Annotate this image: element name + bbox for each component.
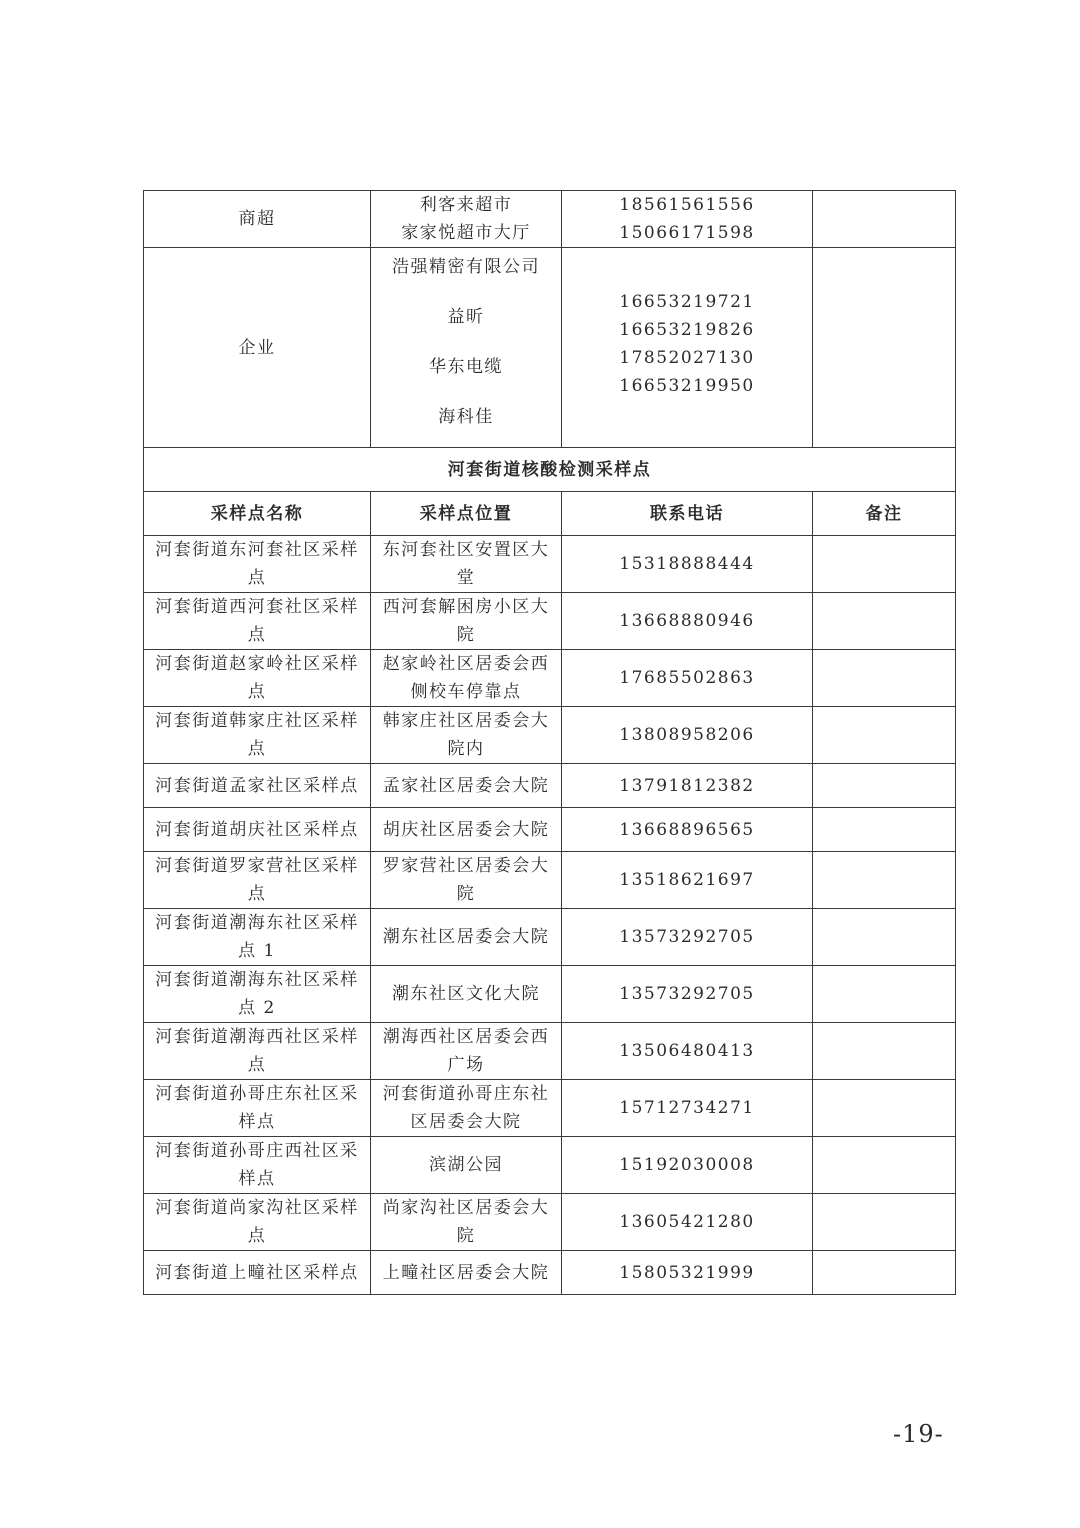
place-name: 利客来超市 — [419, 195, 513, 215]
row-location: 尚家沟社区居委会大院 — [371, 1194, 562, 1251]
row-name: 河套街道孙哥庄东社区采样点 — [144, 1080, 371, 1137]
phone-number: 16653219826 — [619, 319, 755, 340]
table-row — [144, 536, 956, 593]
phone-number: 15066171598 — [619, 223, 755, 243]
row-name: 河套街道潮海东社区采样点 2 — [144, 966, 371, 1023]
place-name: 华东电缆 — [429, 356, 503, 377]
row-phone: 15805321999 — [562, 1251, 813, 1295]
row-phone: 13573292705 — [562, 909, 813, 966]
place-name: 浩强精密有限公司 — [392, 256, 540, 277]
table-row — [144, 852, 956, 909]
names-cell — [371, 191, 562, 248]
row-note — [813, 966, 956, 1023]
table-row — [144, 1251, 956, 1295]
row-phone: 13518621697 — [562, 852, 813, 909]
row-name: 河套街道胡庆社区采样点 — [144, 808, 371, 852]
row-name: 河套街道尚家沟社区采样点 — [144, 1194, 371, 1251]
row-name: 河套街道韩家庄社区采样点 — [144, 707, 371, 764]
row-location: 孟家社区居委会大院 — [371, 764, 562, 808]
row-location: 罗家营社区居委会大院 — [371, 852, 562, 909]
row-location: 潮东社区居委会大院 — [371, 909, 562, 966]
row-location: 河套街道孙哥庄东社区居委会大院 — [371, 1080, 562, 1137]
row-phone: 15318888444 — [562, 536, 813, 593]
row-name: 河套街道罗家营社区采样点 — [144, 852, 371, 909]
row-location: 潮东社区文化大院 — [371, 966, 562, 1023]
row-phone: 15192030008 — [562, 1137, 813, 1194]
phone-number: 16653219950 — [619, 375, 755, 396]
table-row — [144, 1194, 956, 1251]
row-name: 河套街道孟家社区采样点 — [144, 764, 371, 808]
row-note — [813, 764, 956, 808]
row-name: 河套街道上疃社区采样点 — [144, 1251, 371, 1295]
row-location: 西河套解困房小区大院 — [371, 593, 562, 650]
row-location: 上疃社区居委会大院 — [371, 1251, 562, 1295]
header-location: 采样点位置 — [371, 492, 562, 536]
section-title-row — [144, 448, 956, 492]
row-name: 河套街道孙哥庄西社区采样点 — [144, 1137, 371, 1194]
row-note — [813, 808, 956, 852]
row-note — [813, 1194, 956, 1251]
row-name: 河套街道潮海西社区采样点 — [144, 1023, 371, 1080]
names-cell — [371, 248, 562, 448]
row-note — [813, 707, 956, 764]
row-name: 河套街道赵家岭社区采样点 — [144, 650, 371, 707]
category-cell: 企业 — [144, 248, 371, 448]
row-name: 河套街道东河套社区采样点 — [144, 536, 371, 593]
table-row — [144, 593, 956, 650]
table-row — [144, 650, 956, 707]
row-note — [813, 1251, 956, 1295]
phones-cell — [562, 191, 813, 248]
phone-number: 18561561556 — [619, 195, 755, 215]
row-note — [813, 852, 956, 909]
category-cell: 商超 — [144, 191, 371, 248]
row-name: 河套街道潮海东社区采样点 1 — [144, 909, 371, 966]
table-row — [144, 707, 956, 764]
row-phone: 13791812382 — [562, 764, 813, 808]
section-title: 河套街道核酸检测采样点 — [144, 448, 956, 492]
row-phone: 17685502863 — [562, 650, 813, 707]
table-row — [144, 1137, 956, 1194]
row-note — [813, 909, 956, 966]
row-location: 赵家岭社区居委会西侧校车停靠点 — [371, 650, 562, 707]
note-cell — [813, 191, 956, 248]
table-row — [144, 1080, 956, 1137]
phones-cell — [562, 248, 813, 448]
table-row-supermarkets — [144, 191, 956, 248]
row-location: 东河套社区安置区大堂 — [371, 536, 562, 593]
row-note — [813, 1137, 956, 1194]
table-row — [144, 764, 956, 808]
row-location: 潮海西社区居委会西广场 — [371, 1023, 562, 1080]
row-phone: 13605421280 — [562, 1194, 813, 1251]
row-note — [813, 650, 956, 707]
header-name: 采样点名称 — [144, 492, 371, 536]
place-name: 益昕 — [447, 306, 485, 327]
table-row — [144, 1023, 956, 1080]
row-name: 河套街道西河套社区采样点 — [144, 593, 371, 650]
header-note: 备注 — [813, 492, 956, 536]
row-phone: 13808958206 — [562, 707, 813, 764]
row-location: 胡庆社区居委会大院 — [371, 808, 562, 852]
table-row-enterprises — [144, 248, 956, 448]
row-phone: 15712734271 — [562, 1080, 813, 1137]
row-note — [813, 593, 956, 650]
header-phone: 联系电话 — [562, 492, 813, 536]
table-row — [144, 966, 956, 1023]
place-name: 海科佳 — [438, 406, 494, 427]
row-note — [813, 1080, 956, 1137]
row-note — [813, 536, 956, 593]
note-cell — [813, 248, 956, 448]
table-row — [144, 909, 956, 966]
place-name: 家家悦超市大厅 — [401, 223, 531, 243]
table-row — [144, 808, 956, 852]
row-phone: 13668880946 — [562, 593, 813, 650]
row-phone: 13506480413 — [562, 1023, 813, 1080]
phone-number: 17852027130 — [619, 347, 755, 368]
row-location: 韩家庄社区居委会大院内 — [371, 707, 562, 764]
row-note — [813, 1023, 956, 1080]
row-phone: 13668896565 — [562, 808, 813, 852]
row-phone: 13573292705 — [562, 966, 813, 1023]
header-row — [144, 492, 956, 536]
sampling-points-table — [143, 190, 956, 1295]
page-number: -19- — [893, 1420, 944, 1448]
row-location: 滨湖公园 — [371, 1137, 562, 1194]
phone-number: 16653219721 — [619, 291, 755, 312]
